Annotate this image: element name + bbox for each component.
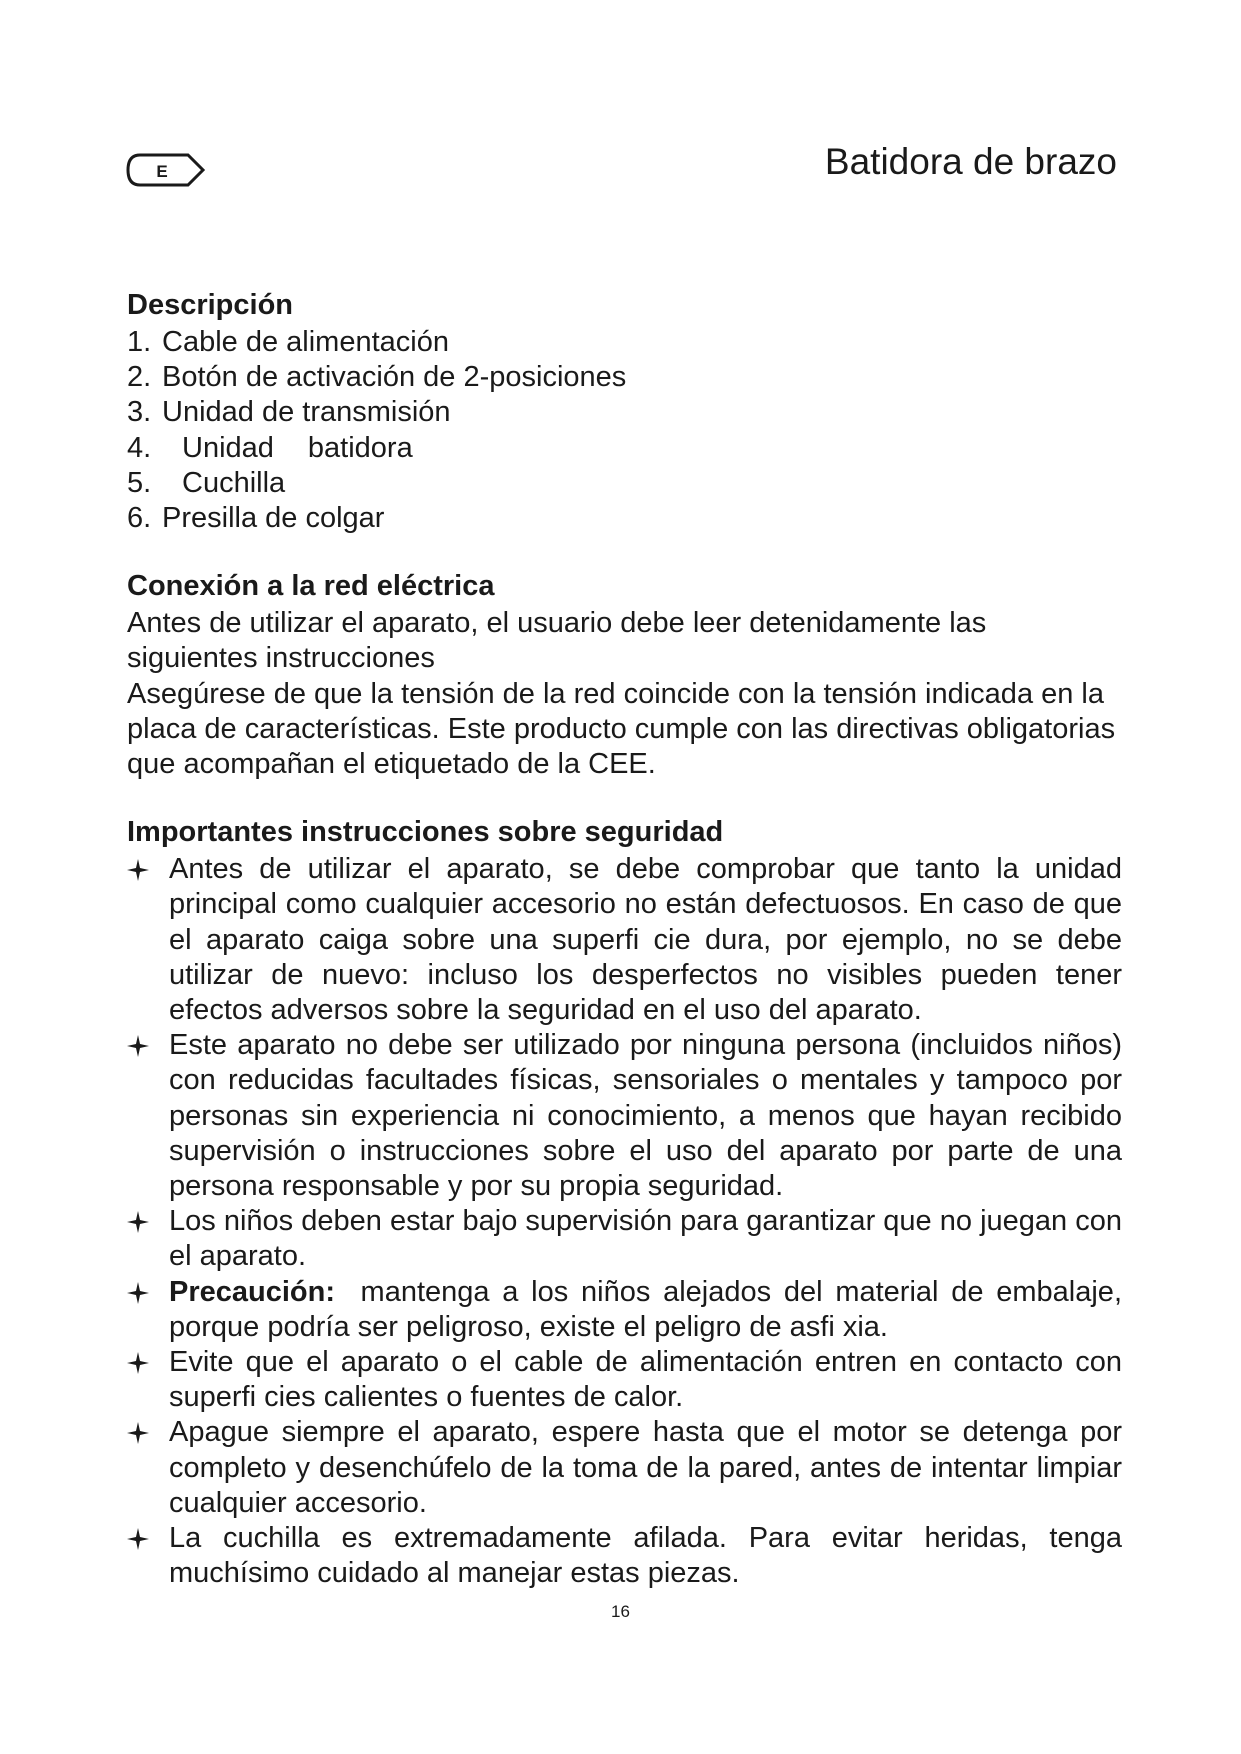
item-text-part: batidora — [307, 431, 413, 464]
page-number: 16 — [611, 1602, 630, 1621]
description-section — [127, 285, 1122, 536]
connection-section — [127, 566, 1122, 782]
safety-item — [127, 1415, 1122, 1521]
safety-item-text: Apague siempre el aparato, espere hasta que el motor se detenga por completo y desenchúfelo de la toma de la pared, antes de intentar limpiar cualquier accesorio. — [169, 1416, 1122, 1519]
item-text: Cuchilla — [182, 466, 286, 499]
star-bullet-icon — [127, 1275, 169, 1304]
safety-section — [127, 812, 1122, 1591]
safety-item-text: Antes de utilizar el aparato, se debe comprobar que tanto la unidad principal como cualquier accesorio no están defectuosos. En caso de que el aparato caiga sobre una superfi cie dura, por ejemplo, no se debe utilizar de nuevo: incluso los desperfectos no visibles pueden tener efectos adversos sobre la seguridad en el uso del aparato. — [169, 853, 1122, 1027]
item-number: 3. — [127, 396, 152, 429]
document-body — [127, 285, 1122, 1592]
safety-item — [127, 1275, 1122, 1345]
item-number: 5. — [127, 466, 152, 499]
list-item — [127, 431, 1122, 466]
safety-item-text: La cuchilla es extremadamente afilada. Para evitar heridas, tenga muchísimo cuidado al manejar estas piezas. — [169, 1522, 1122, 1590]
star-bullet-icon — [127, 1028, 169, 1057]
item-number: 2. — [127, 361, 152, 394]
safety-item — [127, 1204, 1122, 1274]
item-number: 1. — [127, 326, 152, 358]
item-number: 6. — [127, 502, 152, 535]
list-item — [127, 360, 1122, 395]
caution-text: mantenga a los niños alejados del material de embalaje, porque podría ser peligroso, existe el peligro de asfi xia. — [169, 1275, 1122, 1343]
page-title: Batidora de brazo — [824, 141, 1117, 182]
safety-item-text: Este aparato no debe ser utilizado por ninguna persona (incluidos niños) con reducidas facultades físicas, sensoriales o mentales y tampoco por personas sin experiencia ni conocimiento, a menos que hayan recibido supervisión o instrucciones sobre el uso del aparato por parte de una persona responsable y por su propia seguridad. — [169, 1029, 1122, 1203]
safety-list — [127, 852, 1122, 1591]
item-text: Unidad de transmisión — [162, 396, 451, 429]
language-badge — [126, 152, 206, 188]
list-item — [127, 325, 1122, 360]
safety-item-text: Los niños deben estar bajo supervisión para garantizar que no juegan con el aparato. — [169, 1205, 1122, 1273]
connection-paragraph: Antes de utilizar el aparato, el usuario debe leer detenidamente las siguientes instrucciones — [127, 607, 987, 675]
safety-item — [127, 1521, 1122, 1591]
item-text-part: Unidad — [182, 431, 274, 464]
item-text: Botón de activación de 2-posiciones — [162, 361, 627, 394]
caution-label: Precaución: — [169, 1275, 335, 1308]
list-item — [127, 395, 1122, 430]
safety-item-text: Evite que el aparato o el cable de alimentación entren en contacto con superfi cies calientes o fuentes de calor. — [169, 1346, 1122, 1414]
description-list — [127, 325, 1122, 536]
star-bullet-icon — [127, 1345, 169, 1374]
connection-heading: Conexión a la red eléctrica — [127, 570, 495, 603]
item-text: Cable de alimentación — [162, 326, 449, 358]
safety-heading: Importantes instrucciones sobre seguridad — [127, 816, 724, 849]
language-code: E — [156, 162, 168, 181]
star-bullet-icon — [127, 1521, 169, 1550]
language-badge-outline — [126, 152, 206, 188]
list-item — [127, 466, 1122, 501]
safety-item-text — [169, 1275, 1122, 1345]
item-number: 4. — [127, 431, 152, 464]
safety-item — [127, 1028, 1122, 1204]
safety-item — [127, 852, 1122, 1028]
star-bullet-icon — [127, 1204, 169, 1233]
safety-item — [127, 1345, 1122, 1415]
item-text: Presilla de colgar — [162, 502, 385, 535]
description-heading: Descripción — [127, 289, 293, 321]
list-item — [127, 501, 1122, 536]
star-bullet-icon — [127, 852, 169, 881]
connection-paragraph: Asegúrese de que la tensión de la red coincide con la tensión indicada en la placa de características. Este producto cumple con las directivas obligatorias que acompañan el etiquetado de la CEE. — [127, 677, 1116, 781]
star-bullet-icon — [127, 1415, 169, 1444]
